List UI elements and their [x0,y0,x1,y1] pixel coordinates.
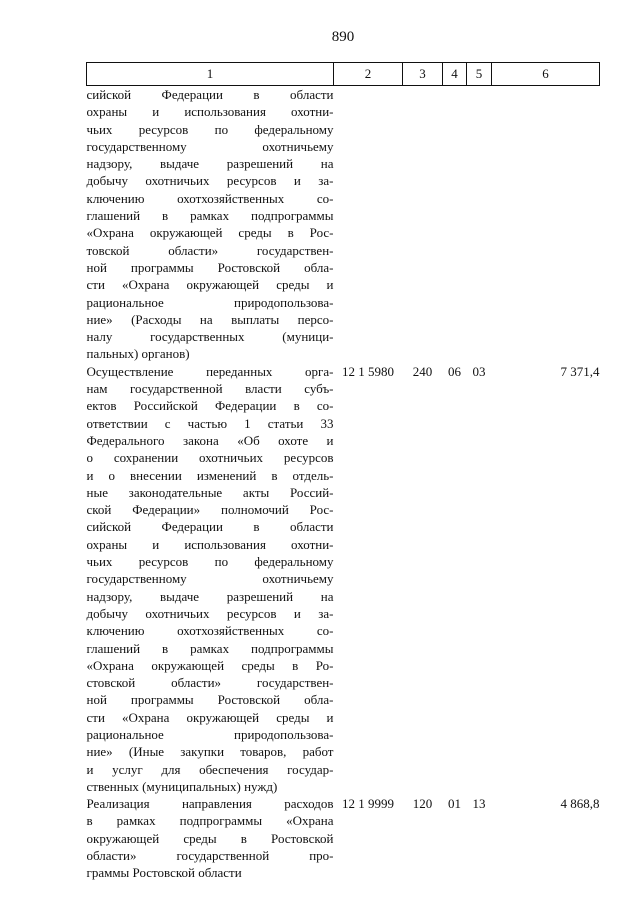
description-line: пальных) органов) [86,346,190,362]
description-line: охраны и использования охотни- [86,104,334,120]
description-line: ключению охотхозяйственных со- [86,623,334,639]
row-amount [492,86,600,363]
description-line: нам государственной власти субъ- [86,381,334,397]
description-line: в рамках подпрограммы «Охрана [86,813,334,829]
description-line: товской области» государствен- [86,242,334,258]
row-amount: 7 371,4 [560,363,600,379]
table-row [87,795,600,881]
description-line: Федерального закона «Об охоте и [86,432,334,448]
description-line: глашений в рамках подпрограммы [86,208,334,224]
row-description [87,86,334,363]
description-line: граммы Ростовской области [86,865,242,881]
budget-table [86,62,600,882]
row-subsection [467,86,492,363]
description-line: чьих ресурсов по федеральному [86,121,334,137]
header-row [87,63,600,86]
page-number: 890 [331,29,355,45]
description-line: сийской Федерации в области [86,87,334,102]
row-section [443,86,467,363]
description-line: сти «Охрана окружающей среды и [86,277,334,293]
row-subsection: 13 [472,796,486,812]
row-code [334,86,403,363]
description-line: государственному охотничьему [86,138,334,154]
row-section: 01 [448,796,461,812]
description-line: рациональное природопользова- [86,294,334,310]
col-header-5: 5 [467,63,492,86]
description-line: ектов Российской Федерации в со- [86,398,334,414]
row-description [87,795,334,881]
col-header-3: 3 [403,63,443,86]
description-line: добычу охотничьих ресурсов и за- [86,173,334,189]
description-line: чьих ресурсов по федеральному [86,554,334,570]
description-line: ской Федерации» полномочий Рос- [86,502,334,518]
description-line: окружающей среды в Ростовской [86,830,334,846]
description-line: стовской области» государствен- [86,675,334,691]
description-line: добычу охотничьих ресурсов и за- [86,605,334,621]
row-subsection: 03 [472,363,486,379]
table-row [87,86,600,363]
row-amount: 4 868,8 [560,796,600,812]
description-line: ключению охотхозяйственных со- [86,190,334,206]
description-line: ние» (Расходы на выплаты персо- [86,311,334,327]
description-line: и услуг для обеспечения государ- [86,761,334,777]
description-line: Осуществление переданных орга- [86,363,334,379]
row-code: 12 1 5980 [342,363,394,379]
description-line: ной программы Ростовской обла- [86,692,334,708]
description-line: охраны и использования охотни- [86,536,334,552]
description-line: ные законодательные акты Россий- [86,484,334,500]
description-line: ответствии с частью 1 статьи 33 [86,415,334,431]
description-line: ние» (Иные закупки товаров, работ [86,744,334,760]
description-line: о сохранении охотничьих ресурсов [86,450,334,466]
description-line: надзору, выдаче разрешений на [86,588,334,604]
description-line: Реализация направления расходов [86,796,334,812]
col-header-4: 4 [443,63,467,86]
row-type: 240 [412,363,433,379]
description-line: налу государственных (муници- [86,329,334,345]
description-line: глашений в рамках подпрограммы [86,640,334,656]
table-row [87,363,600,795]
description-line: сти «Охрана окружающей среды и [86,709,334,725]
col-header-6: 6 [492,63,600,86]
row-code: 12 1 9999 [342,796,394,812]
row-type: 120 [412,796,433,812]
description-line: области» государственной про- [86,848,334,864]
description-line: ной программы Ростовской обла- [86,259,334,275]
description-line: ственных (муниципальных) нужд) [86,778,278,794]
row-type [403,86,443,363]
row-section: 06 [448,363,461,379]
description-line: и о внесении изменений в отдель- [86,467,334,483]
description-line: «Охрана окружающей среды в Рос- [86,225,334,241]
row-description [87,363,334,795]
description-line: рациональное природопользова- [86,726,334,742]
col-header-2: 2 [334,63,403,86]
description-line: государственному охотничьему [86,571,334,587]
description-line: «Охрана окружающей среды в Ро- [86,657,334,673]
description-line: сийской Федерации в области [86,519,334,535]
description-line: надзору, выдаче разрешений на [86,156,334,172]
col-header-1: 1 [87,63,334,86]
